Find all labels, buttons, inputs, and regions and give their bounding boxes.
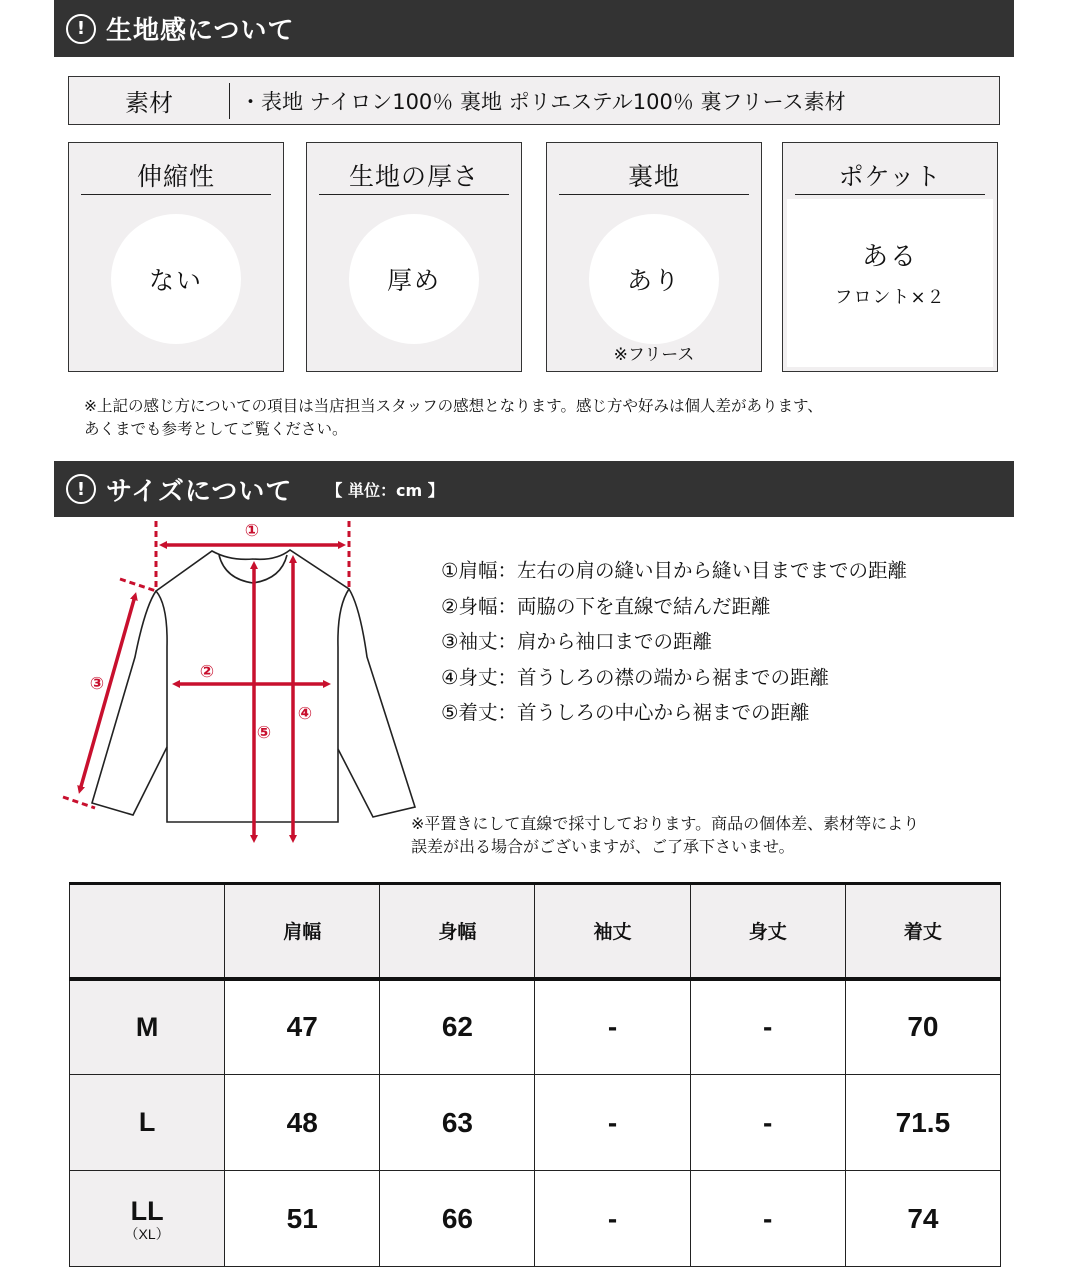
marker-4: ④ xyxy=(297,704,313,724)
lining-card xyxy=(546,142,762,372)
size-section-header xyxy=(54,461,1014,517)
thickness-card xyxy=(306,142,522,372)
definition-total-length: ⑤着丈：首うしろの中心から裾までの距離 xyxy=(441,701,810,724)
value-cell: 51 xyxy=(225,1171,380,1267)
card-title: 伸縮性 xyxy=(81,157,271,195)
disclaimer-line: ※上記の感じ方についての項目は当店担当スタッフの感想となります。感じ方や好みは個人差があります、 xyxy=(84,397,823,415)
disclaimer-line: ※平置きにして直線で採寸しております。商品の個体差、素材等により xyxy=(411,814,920,833)
fabric-section-title: 生地感について xyxy=(106,16,295,46)
marker-2: ② xyxy=(199,662,215,682)
table-row xyxy=(70,1171,1001,1267)
size-table xyxy=(69,882,1001,1267)
divider xyxy=(229,83,230,119)
definition-body-length: ④身丈：首うしろの襟の端から裾までの距離 xyxy=(441,665,829,689)
value-cell: - xyxy=(535,1171,690,1267)
header-shoulder: 肩幅 xyxy=(225,884,380,979)
table-row xyxy=(70,979,1001,1075)
table-row xyxy=(70,1075,1001,1171)
card-title: ポケット xyxy=(795,157,985,195)
card-title: 生地の厚さ xyxy=(319,157,509,195)
card-value: あり xyxy=(589,214,719,344)
size-label: M xyxy=(70,979,225,1075)
header-cell-empty xyxy=(70,884,225,979)
exclamation-circle-icon: ! xyxy=(66,14,96,44)
disclaimer-line: あくまでも参考としてご覧ください。 xyxy=(84,420,348,438)
stretch-card xyxy=(68,142,284,372)
definition-chest: ②身幅：両脇の下を直線で結んだ距離 xyxy=(441,594,771,618)
material-value: ・表地 ナイロン100％ 裏地 ポリエステル100％ 裏フリース素材 xyxy=(240,89,846,114)
value-cell: - xyxy=(690,1171,845,1267)
card-detail: フロント×２ xyxy=(834,286,946,308)
definition-sleeve: ③袖丈：肩から袖口までの距離 xyxy=(441,630,712,653)
measurement-diagram xyxy=(55,517,425,857)
header-body-length: 身丈 xyxy=(690,884,845,979)
size-section-title: サイズについて xyxy=(106,476,293,507)
value-cell: - xyxy=(535,1075,690,1171)
value-cell: 48 xyxy=(225,1075,380,1171)
value-cell: 71.5 xyxy=(845,1075,1000,1171)
size-main: LL xyxy=(130,1196,164,1226)
value-cell: 70 xyxy=(845,979,1000,1075)
value-cell: - xyxy=(535,979,690,1075)
card-title: 裏地 xyxy=(559,157,749,195)
fabric-disclaimer xyxy=(84,395,823,441)
value-cell: 63 xyxy=(380,1075,535,1171)
exclamation-circle-icon: ! xyxy=(66,474,96,504)
table-header-row xyxy=(70,884,1001,979)
size-label: L xyxy=(70,1075,225,1171)
disclaimer-line: 誤差が出る場合がございますが、ご了承下さいませ。 xyxy=(411,837,795,856)
size-alias: （XL） xyxy=(124,1226,170,1242)
value-cell: - xyxy=(690,1075,845,1171)
value-cell: 66 xyxy=(380,1171,535,1267)
marker-1: ① xyxy=(244,521,260,541)
header-chest: 身幅 xyxy=(380,884,535,979)
size-disclaimer xyxy=(411,812,919,858)
definition-shoulder: ①肩幅：左右の肩の縫い目から縫い目までまでの距離 xyxy=(441,559,907,582)
value-cell: - xyxy=(690,979,845,1075)
shirt-measurement-illustration xyxy=(55,517,425,857)
card-value: 厚め xyxy=(349,214,479,344)
marker-3: ③ xyxy=(89,674,105,694)
value-cell: 74 xyxy=(845,1171,1000,1267)
unit-label: 【 単位：cm 】 xyxy=(326,480,444,500)
marker-5: ⑤ xyxy=(256,723,272,743)
material-row xyxy=(68,76,1000,125)
card-value: ない xyxy=(111,214,241,344)
measurement-definitions xyxy=(441,553,907,731)
card-note: ※フリース xyxy=(613,345,695,365)
card-value: ある xyxy=(861,241,918,272)
value-cell: 47 xyxy=(225,979,380,1075)
pocket-detail-box xyxy=(787,199,993,367)
pocket-card xyxy=(782,142,998,372)
size-label xyxy=(70,1171,225,1267)
value-cell: 62 xyxy=(380,979,535,1075)
material-label: 素材 xyxy=(125,89,173,117)
fabric-section-header xyxy=(54,0,1014,57)
header-total-length: 着丈 xyxy=(845,884,1000,979)
header-sleeve: 袖丈 xyxy=(535,884,690,979)
